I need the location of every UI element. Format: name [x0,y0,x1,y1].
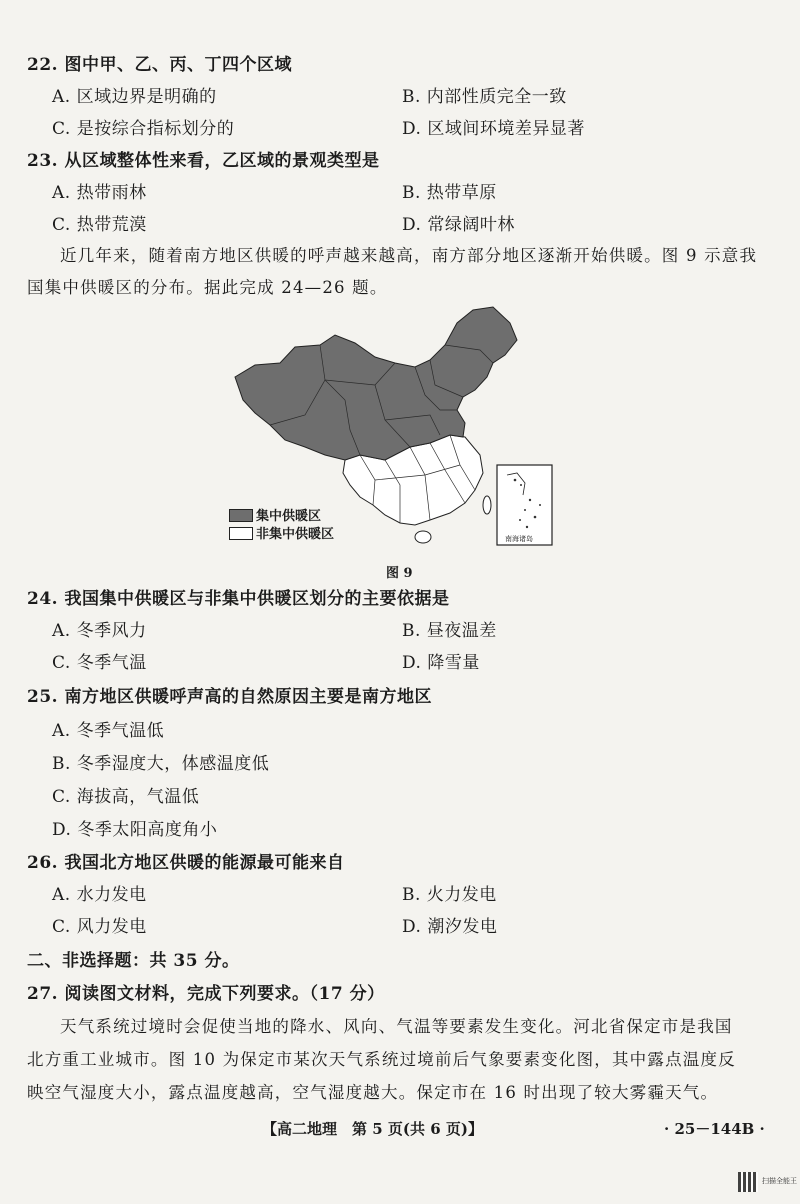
q27-line-1: 天气系统过境时会促使当地的降水、风向、气温等要素发生变化。河北省保定市是我国 [60,1017,733,1036]
taiwan-island [483,496,491,514]
q23-option-b: B. 热带草原 [402,183,497,203]
page-footer-right: · 25－144B · [664,1120,765,1138]
q27-line-3: 映空气湿度大小，露点温度越高，空气湿度越大。保定市在 16 时出现了较大雾霾天气。 [27,1083,719,1102]
q24-stem: 24. 我国集中供暖区与非集中供暖区划分的主要依据是 [27,589,450,609]
q26-option-a: A. 水力发电 [52,885,147,905]
q24-option-b: B. 昼夜温差 [402,621,497,641]
legend-non-label: 非集中供暖区 [256,527,335,542]
q22-stem: 22. 图中甲、乙、丙、丁四个区域 [27,55,292,75]
q23-stem: 23. 从区域整体性来看，乙区域的景观类型是 [27,151,380,171]
south-china-sea-inset [497,465,552,545]
q25-option-b: B. 冬季湿度大，体感温度低 [52,754,270,774]
intro-line-2: 国集中供暖区的分布。据此完成 24—26 题。 [27,278,388,297]
q27-stem: 27. 阅读图文材料，完成下列要求。（17 分） [27,984,385,1004]
q25-option-d: D. 冬季太阳高度角小 [52,820,218,840]
scanner-watermark: 扫描全能王 [762,1177,797,1185]
section-2-title: 二、非选择题：共 35 分。 [27,951,240,971]
legend-non-swatch [229,527,253,540]
q26-option-d: D. 潮汐发电 [402,917,498,937]
q26-option-b: B. 火力发电 [402,885,497,905]
legend-central-label: 集中供暖区 [256,509,322,524]
page-footer-center: 【高二地理 第 5 页(共 6 页)】 [262,1120,483,1138]
q22-option-b: B. 内部性质完全一致 [402,87,567,107]
q24-option-d: D. 降雪量 [402,653,480,673]
q22-option-a: A. 区域边界是明确的 [52,87,217,107]
q22-option-c: C. 是按综合指标划分的 [52,119,235,139]
q23-option-d: D. 常绿阔叶林 [402,215,515,235]
q25-option-c: C. 海拔高，气温低 [52,787,200,807]
q23-option-c: C. 热带荒漠 [52,215,147,235]
inset-label: 南海诸岛 [505,535,533,543]
q23-option-a: A. 热带雨林 [52,183,147,203]
q26-option-c: C. 风力发电 [52,917,147,937]
qr-code-icon [738,1172,758,1192]
figure-caption: 图 9 [386,566,413,581]
q22-option-d: D. 区域间环境差异显著 [402,119,585,139]
q25-option-a: A. 冬季气温低 [52,721,165,741]
q24-option-c: C. 冬季气温 [52,653,147,673]
intro-line-1: 近几年来，随着南方地区供暖的呼声越来越高，南方部分地区逐渐开始供暖。图 9 示意我 [60,246,758,265]
q26-stem: 26. 我国北方地区供暖的能源最可能来自 [27,853,345,873]
legend-central-swatch [229,509,253,522]
hainan-island [415,531,431,543]
q27-line-2: 北方重工业城市。图 10 为保定市某次天气系统过境前后气象要素变化图，其中露点温度反 [27,1050,736,1069]
q24-option-a: A. 冬季风力 [52,621,147,641]
q25-stem: 25. 南方地区供暖呼声高的自然原因主要是南方地区 [27,687,432,707]
